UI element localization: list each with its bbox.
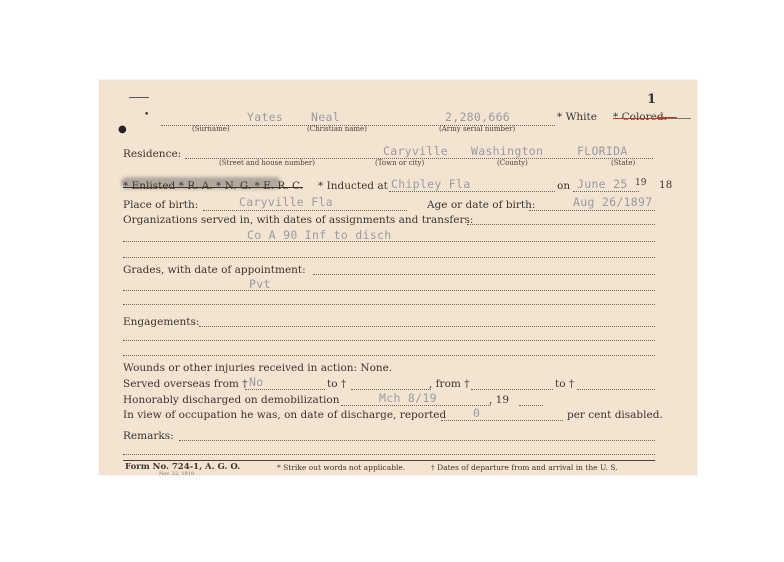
remarks-line-2 [123, 454, 655, 455]
colored-text: * Colored. [613, 111, 667, 123]
disability-suffix: per cent disabled. [567, 409, 663, 421]
form-date: Nov. 22, 1919 [159, 471, 195, 477]
grades-line-2 [123, 290, 655, 291]
residence-county-value: Washington [471, 144, 544, 158]
service-record-card [99, 80, 697, 475]
mark-dot: • [144, 110, 150, 120]
age-dotted-line [529, 210, 655, 211]
white-label: * White [557, 111, 597, 123]
to-label: to † [327, 378, 347, 390]
town-label: (Town or city) [375, 159, 425, 167]
footer-rule [123, 460, 655, 461]
wounds-text: Wounds or other injuries received in action: None. [123, 362, 393, 374]
served-overseas-value: No [249, 375, 264, 389]
to2-label: to † [555, 378, 575, 390]
on-label: on [557, 180, 571, 192]
christian-name-label: (Christian name) [307, 125, 367, 133]
inducted-dotted-line [389, 191, 555, 192]
organizations-dotted-line [467, 224, 655, 225]
engagements-dotted-line [199, 326, 655, 327]
army-serial-label: (Army serial number) [439, 125, 516, 133]
form-number: Form No. 724-1, A. G. O. [125, 462, 241, 472]
year-prefix: 19 [635, 178, 647, 188]
inducted-label: * Inducted at [318, 180, 388, 192]
red-strike-tail [657, 117, 677, 118]
date-dotted-line [573, 191, 639, 192]
to2-dotted-line [577, 389, 655, 390]
remarks-label: Remarks: [123, 430, 174, 442]
from-dotted-line [471, 389, 553, 390]
grades-value: Pvt [249, 277, 271, 291]
engagements-line-2 [123, 340, 655, 341]
christian-name-value: Neal [311, 110, 340, 124]
residence-state-value: FLORIDA [577, 144, 628, 158]
place-of-birth-label: Place of birth: [123, 199, 199, 211]
birth-place-dotted-line [203, 210, 407, 211]
residence-label: Residence: [123, 148, 182, 160]
surname-value: Yates [247, 110, 284, 124]
discharge-year-dotted-line [519, 405, 543, 406]
induction-date-value: June 25 [577, 177, 628, 191]
grades-dotted-line [313, 274, 655, 275]
organizations-line-2 [123, 241, 655, 242]
inducted-place-value: Chipley Fla [391, 177, 471, 191]
organizations-label: Organizations served in, with dates of assignments and transfers: [123, 214, 474, 226]
grades-label: Grades, with date of appointment: [123, 264, 306, 276]
remarks-dotted-line [179, 440, 655, 441]
enlisted-options [123, 180, 303, 192]
surname-label: (Surname) [192, 125, 230, 133]
organizations-value: Co A 90 Inf to disch [247, 228, 392, 242]
strike-note: * Strike out words not applicable. [277, 463, 406, 472]
discharge-year-suffix: , 19 [489, 394, 510, 406]
age-label: Age or date of birth: [427, 199, 536, 211]
disability-value: 0 [473, 406, 481, 420]
served-from-dotted-line [245, 389, 325, 390]
street-label: (Street and house number) [219, 159, 315, 167]
state-label: (State) [611, 159, 636, 167]
discharge-dotted-line [341, 405, 491, 406]
from-label: , from † [429, 378, 470, 390]
induction-year-value: 18 [659, 179, 673, 191]
date-of-birth-value: Aug 26/1897 [573, 195, 653, 209]
enlisted-options-text: * Enlisted * R. A. * N. G. * E. R. C. [123, 180, 304, 192]
engagements-line-3 [123, 355, 655, 356]
organizations-line-3 [123, 257, 655, 258]
county-label: (County) [497, 159, 528, 167]
discharge-date-value: Mch 8/19 [379, 391, 437, 405]
engagements-label: Engagements: [123, 316, 200, 328]
grades-line-3 [123, 304, 655, 305]
disability-label: In view of occupation he was, on date of discharge, reported [123, 409, 447, 421]
residence-town-value: Caryville [383, 144, 449, 158]
disability-dotted-line [441, 420, 563, 421]
mark-dash [129, 97, 149, 98]
discharge-label: Honorably discharged on demobilization [123, 394, 340, 406]
punch-hole: ● [118, 124, 127, 135]
served-overseas-label: Served overseas from † [123, 378, 248, 390]
army-serial-value: 2,280,666 [445, 110, 511, 124]
place-of-birth-value: Caryville Fla [239, 195, 333, 209]
dates-note: † Dates of departure from and arrival in the U. S. [431, 463, 618, 472]
served-to-dotted-line [351, 389, 431, 390]
card-number: 1 [647, 92, 657, 107]
